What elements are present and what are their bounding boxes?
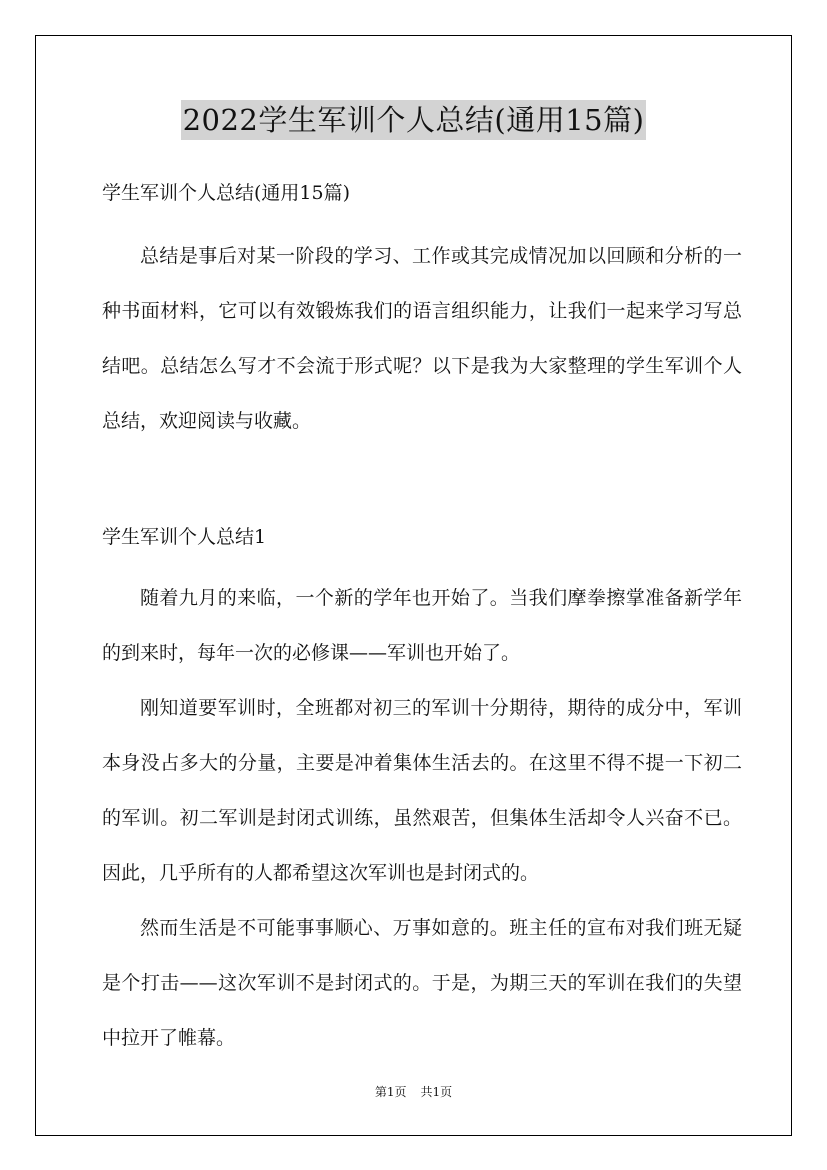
section-paragraph: 刚知道要军训时，全班都对初三的军训十分期待，期待的成分中，军训本身没占多大的分量，主要是冲着集体生活去的。在这里不得不提一下初二的军训。初二军训是封闭式训练，虽然艰苦，但集体生活却令人兴奋不已。因此，几乎所有的人都希望这次军训也是封闭式的。 bbox=[102, 697, 742, 884]
page-total: 共1页 bbox=[420, 1085, 453, 1099]
title-container bbox=[0, 100, 827, 140]
section-paragraph: 然而生活是不可能事事顺心、万事如意的。班主任的宣布对我们班无疑是个打击——这次军训不是封闭式的。于是，为期三天的军训在我们的失望中拉开了帷幕。 bbox=[102, 917, 742, 1049]
page-number: 第1页 bbox=[374, 1085, 407, 1099]
section-paragraph: 随着九月的来临，一个新的学年也开始了。当我们摩拳擦掌准备新学年的到来时，每年一次的必修课——军训也开始了。 bbox=[102, 587, 742, 664]
page-footer bbox=[0, 1083, 827, 1100]
document-subtitle: 学生军训个人总结(通用15篇) bbox=[102, 182, 351, 204]
section-heading: 学生军训个人总结1 bbox=[102, 526, 267, 548]
document-body bbox=[102, 175, 742, 1066]
intro-paragraph: 总结是事后对某一阶段的学习、工作或其完成情况加以回顾和分析的一种书面材料，它可以有效锻炼我们的语言组织能力，让我们一起来学习写总结吧。总结怎么写才不会流于形式呢？以下是我为大家整理的学生军训个人总结，欢迎阅读与收藏。 bbox=[102, 245, 742, 432]
document-title: 2022学生军训个人总结(通用15篇) bbox=[181, 100, 647, 140]
